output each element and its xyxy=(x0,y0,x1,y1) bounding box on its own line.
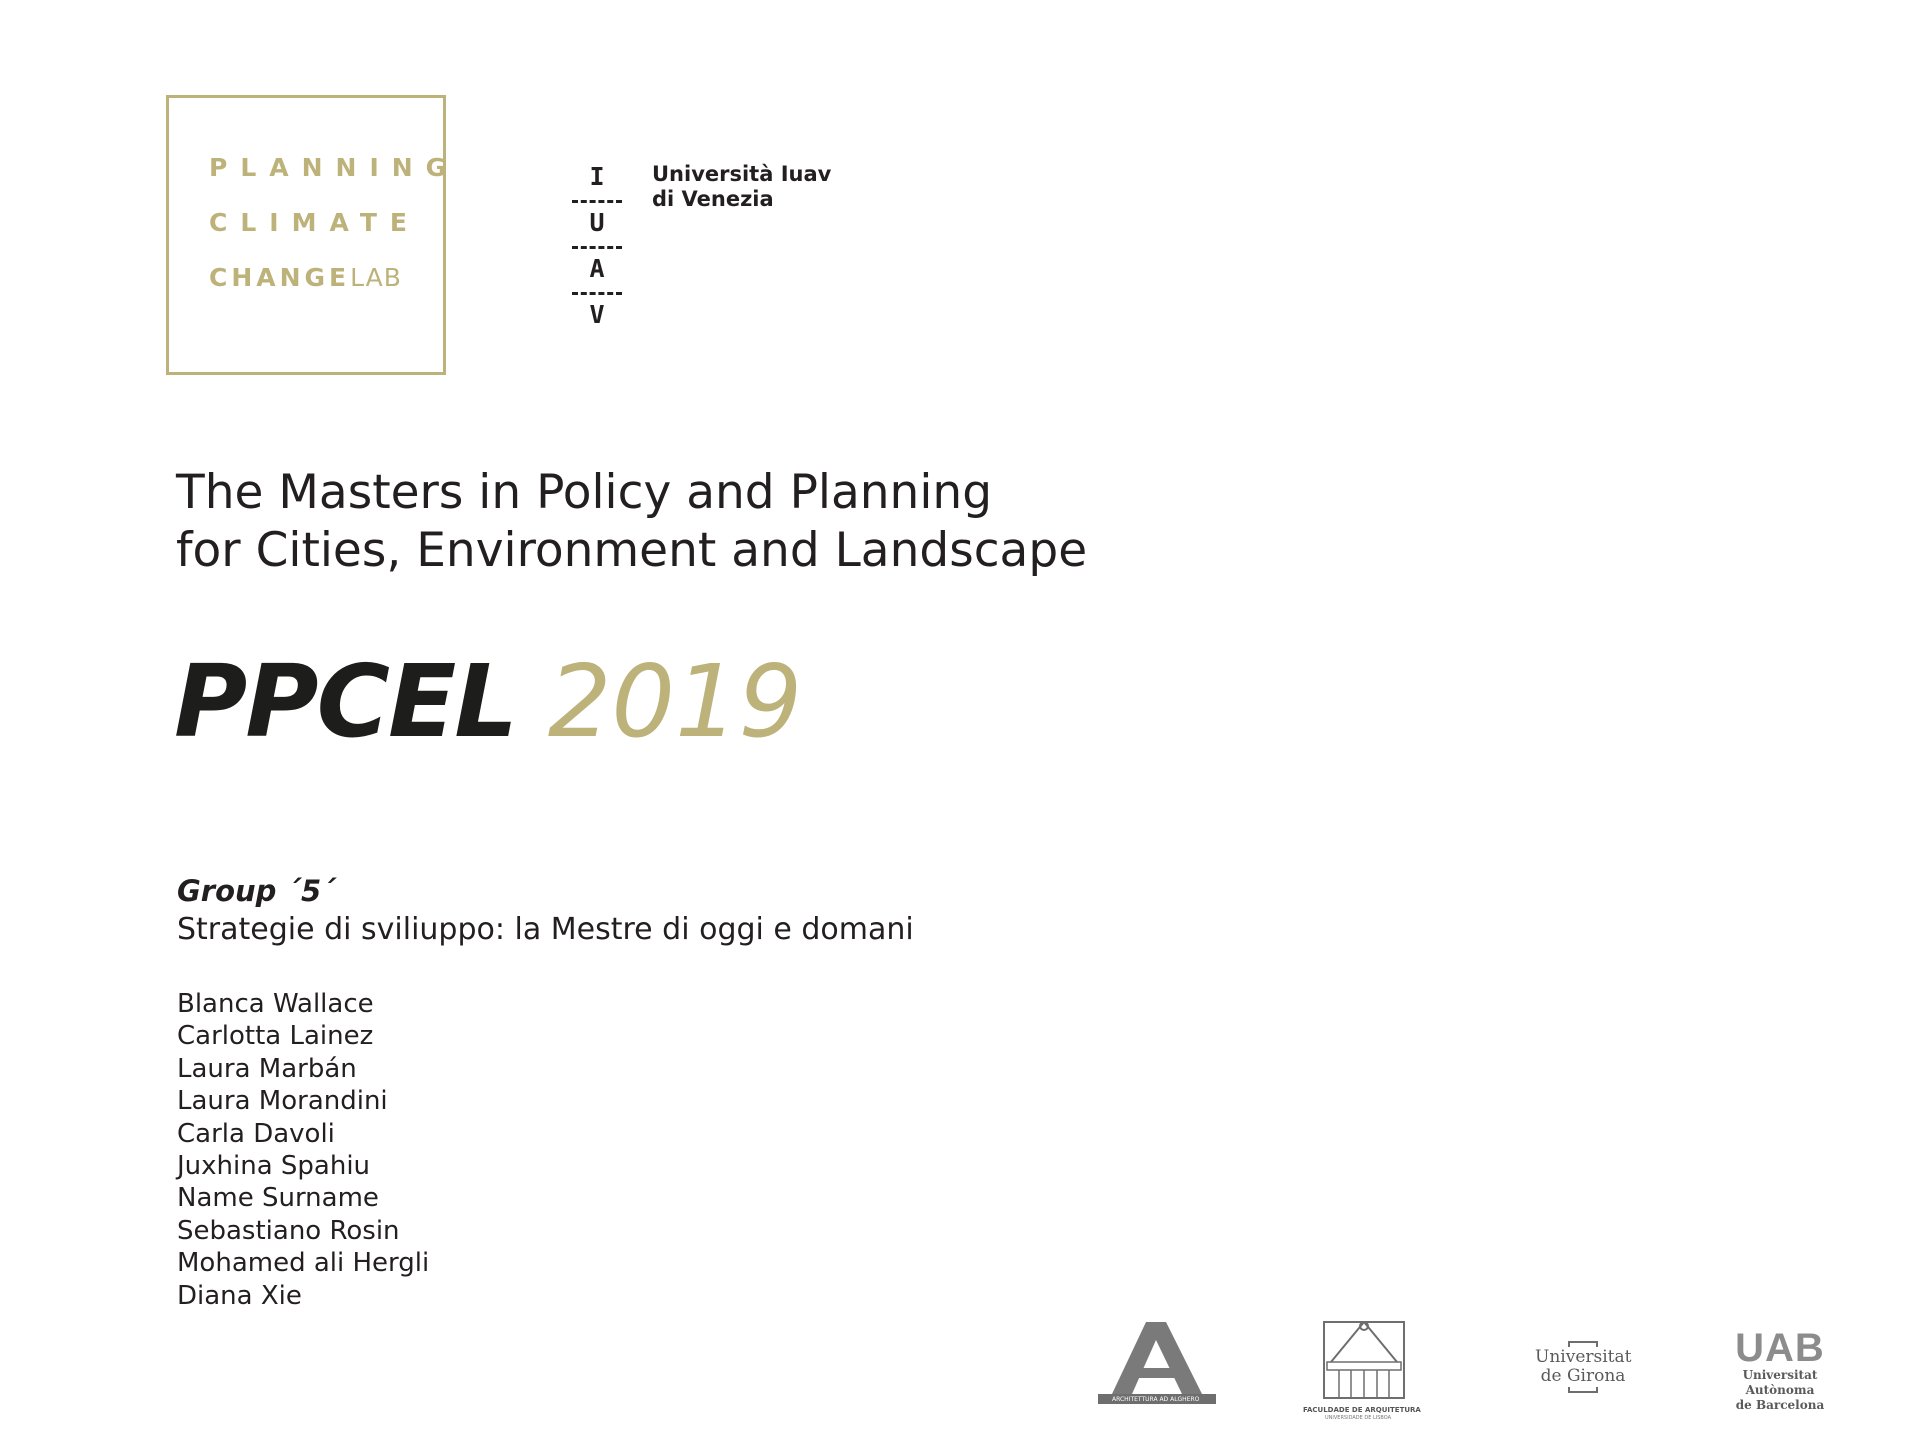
member-list xyxy=(177,988,429,1312)
masters-title-line-2: for Cities, Environment and Landscape xyxy=(176,523,1088,578)
girona-bottom-bracket-icon xyxy=(1535,1386,1631,1394)
alghero-a-icon xyxy=(1098,1318,1216,1404)
iuav-university-name xyxy=(652,162,831,212)
member-name: Juxhina Spahiu xyxy=(177,1151,371,1182)
girona-line-2: de Girona xyxy=(1540,1366,1626,1386)
pccl-change-word: CHANGE xyxy=(209,263,351,292)
program-heading xyxy=(174,642,802,762)
alghero-architecture-logo xyxy=(1098,1318,1216,1414)
member-name: Name Surname xyxy=(177,1183,379,1214)
member-name: Mohamed ali Hergli xyxy=(177,1248,430,1279)
iuav-dash-divider xyxy=(572,200,622,203)
iuav-dash-divider xyxy=(572,246,622,249)
iuav-dash-divider xyxy=(572,292,622,295)
iuav-letter-i: I xyxy=(589,162,605,191)
iuav-name-line-2: di Venezia xyxy=(652,187,774,211)
masters-title xyxy=(176,464,1087,580)
lisboa-building-icon xyxy=(1303,1318,1425,1404)
member-name: Carla Davoli xyxy=(177,1118,335,1149)
program-acronym: PPCEL xyxy=(174,643,517,760)
iuav-letter-v: V xyxy=(589,300,605,329)
uab-line-2: de Barcelona xyxy=(1735,1398,1825,1412)
member-name: Laura Morandini xyxy=(177,1086,388,1117)
program-year: 2019 xyxy=(547,643,803,760)
alghero-caption: ARCHITETTURA AD ALGHERO xyxy=(1112,1396,1200,1403)
iuav-name-line-1: Università Iuav xyxy=(652,162,832,186)
uab-mark: UAB xyxy=(1735,1326,1825,1370)
masters-title-line-1: The Masters in Policy and Planning xyxy=(176,465,993,520)
iuav-letter-u: U xyxy=(589,208,605,237)
member-name: Sebastiano Rosin xyxy=(177,1215,400,1246)
group-label: Group ´5´ xyxy=(177,874,336,908)
member-name: Carlotta Lainez xyxy=(177,1021,374,1052)
planning-climate-change-lab-logo xyxy=(166,95,460,375)
pccl-lab-word: LAB xyxy=(350,263,402,292)
uab-university-logo xyxy=(1710,1326,1850,1412)
iuav-letter-a: A xyxy=(589,254,605,283)
lisboa-subcaption: UNIVERSIDADE DE LISBOA xyxy=(1325,1415,1392,1421)
member-name: Laura Marbán xyxy=(177,1053,357,1084)
pccl-line-2: CLIMATE xyxy=(209,208,420,237)
member-name: Blanca Wallace xyxy=(177,989,374,1019)
lisboa-architecture-logo xyxy=(1303,1318,1425,1422)
project-title: Strategie di sviliuppo: la Mestre di oggi e domani xyxy=(177,912,914,947)
pccl-line-3 xyxy=(209,263,402,292)
pccl-line-1: PLANNING xyxy=(209,153,460,182)
uab-line-1: Universitat Autònoma xyxy=(1742,1368,1818,1397)
girona-line-1: Universitat xyxy=(1535,1347,1632,1367)
lisboa-caption: FACULDADE DE ARQUITETURA xyxy=(1303,1406,1421,1414)
girona-university-logo xyxy=(1535,1340,1631,1412)
member-name: Diana Xie xyxy=(177,1280,302,1311)
